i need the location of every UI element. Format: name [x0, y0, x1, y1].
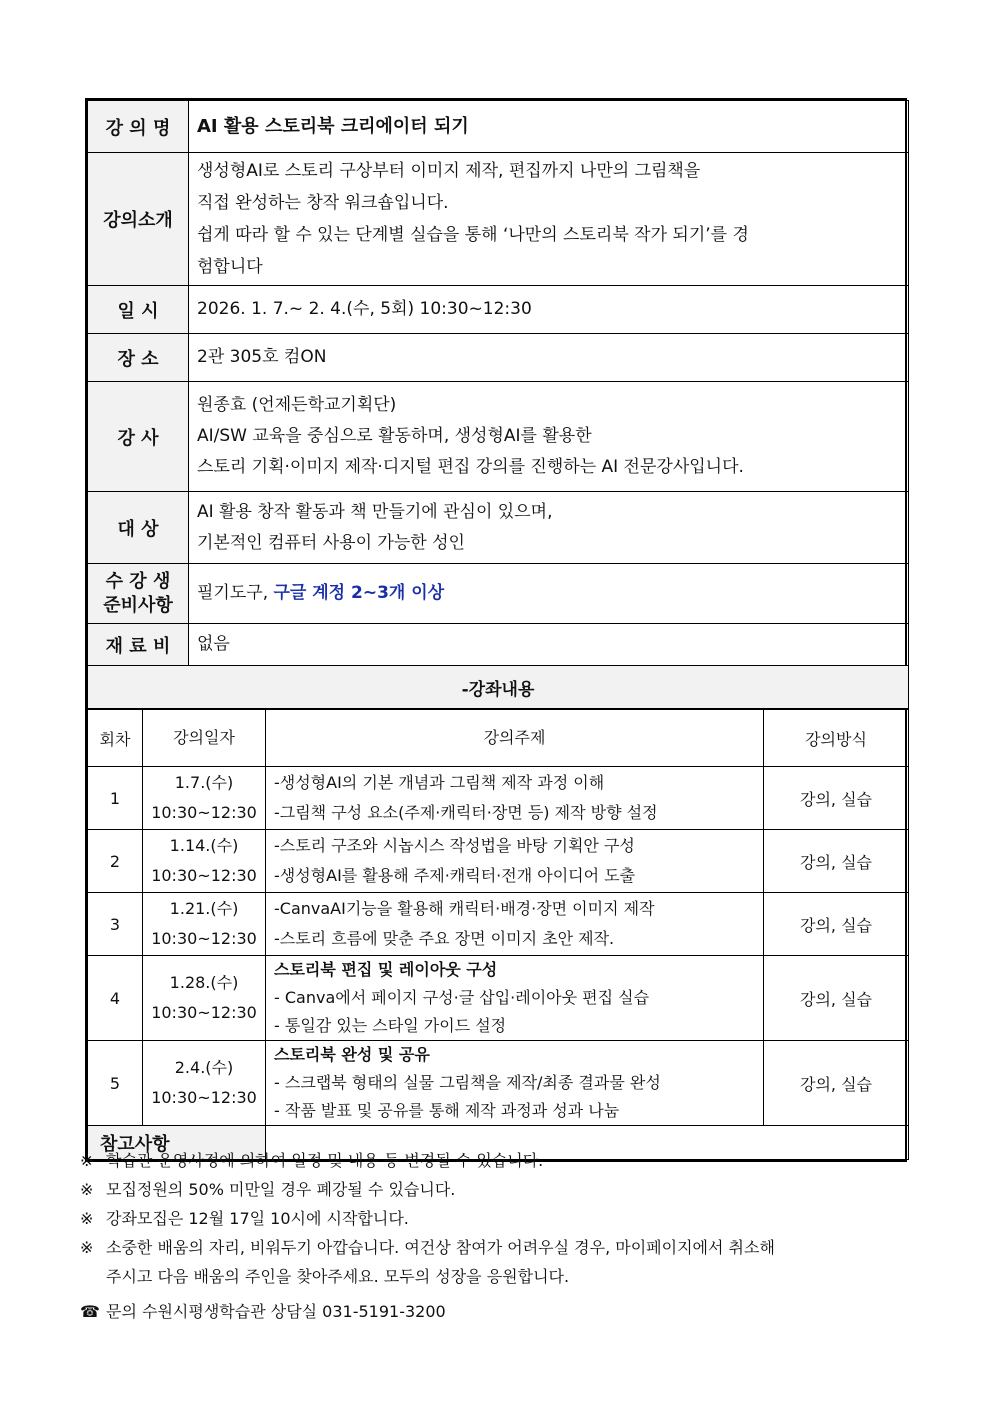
- topic-line: -생성형AI를 활용해 주제·캐릭터·전개 아이디어 도출: [274, 866, 636, 885]
- course-info-table: [87, 100, 909, 709]
- intro-line: 직접 완성하는 창작 워크숍입니다.: [197, 193, 449, 213]
- prep-label-line: 준비사항: [103, 594, 173, 616]
- session-date-cell: [143, 1041, 266, 1126]
- notes-section: [80, 1146, 920, 1326]
- contact-line: [80, 1297, 920, 1326]
- session-method: 강의, 실습: [764, 767, 909, 830]
- place-row: [88, 334, 909, 382]
- instructor-line: 원종효 (언제든학교기획단): [197, 395, 397, 415]
- topic-title: 스토리북 완성 및 공유: [274, 1045, 430, 1064]
- prep-label-line: 수 강 생: [105, 570, 171, 592]
- session-topic: [266, 767, 764, 830]
- session-time: 10:30~12:30: [151, 1088, 257, 1107]
- phone-icon: ☎: [80, 1302, 100, 1321]
- session-topic: [266, 893, 764, 956]
- course-name-label: 강 의 명: [88, 101, 189, 153]
- section-title-row: [88, 666, 909, 709]
- session-number: 4: [88, 956, 143, 1041]
- session-date: 1.14.(수): [169, 836, 239, 855]
- session-time: 10:30~12:30: [151, 803, 257, 822]
- session-topic: [266, 1041, 764, 1126]
- topic-line: - 통일감 있는 스타일 가이드 설정: [274, 1016, 507, 1035]
- target-row: [88, 492, 909, 564]
- session-date: 1.21.(수): [169, 899, 239, 918]
- place-value: 2관 305호 컴ON: [189, 334, 909, 382]
- session-number: 5: [88, 1041, 143, 1126]
- topic-line: -CanvaAI기능을 활용해 캐릭터·배경·장면 이미지 제작: [274, 899, 655, 918]
- header-topic: 강의주제: [266, 710, 764, 767]
- note-text: 학습관 운영사정에 의하여 일정 및 내용 등 변경될 수 있습니다.: [106, 1151, 544, 1170]
- topic-line: -스토리 구조와 시놉시스 작성법을 바탕 기획안 구성: [274, 836, 635, 855]
- note-text: 모집정원의 50% 미만일 경우 폐강될 수 있습니다.: [106, 1180, 456, 1199]
- session-date: 2.4.(수): [174, 1058, 234, 1077]
- session-topic: [266, 956, 764, 1041]
- note-item: [80, 1262, 920, 1291]
- table-row: [88, 1041, 909, 1126]
- session-method: 강의, 실습: [764, 1041, 909, 1126]
- prep-plain-text: 필기도구,: [197, 583, 274, 603]
- note-item: [80, 1204, 920, 1233]
- topic-title: 스토리북 편집 및 레이아웃 구성: [274, 960, 498, 979]
- course-table-frame: [85, 98, 907, 1162]
- fee-label: 재 료 비: [88, 624, 189, 666]
- session-date: 1.28.(수): [169, 973, 239, 992]
- topic-line: -생성형AI의 기본 개념과 그림책 제작 과정 이해: [274, 773, 605, 792]
- table-row: [88, 956, 909, 1041]
- reference-label: 참고사항: [88, 1126, 266, 1160]
- course-info-sheet: [85, 98, 907, 1162]
- course-name-row: [88, 101, 909, 153]
- topic-line: - 작품 발표 및 공유를 통해 제작 과정과 성과 나눔: [274, 1101, 620, 1120]
- contact-text: 문의 수원시평생학습관 상담실 031-5191-3200: [106, 1302, 446, 1321]
- header-session: 회차: [88, 710, 143, 767]
- session-topic: [266, 830, 764, 893]
- note-mark: ※: [80, 1238, 94, 1257]
- session-number: 1: [88, 767, 143, 830]
- topic-line: -스토리 흐름에 맞춘 주요 장면 이미지 초안 제작.: [274, 929, 615, 948]
- table-row: [88, 893, 909, 956]
- note-text: 주시고 다음 배움의 주인을 찾아주세요. 모두의 성장을 응원합니다.: [106, 1267, 570, 1286]
- schedule-header-row: [88, 710, 909, 767]
- prep-highlight-text: 구글 계정 2~3개 이상: [273, 583, 445, 603]
- intro-line: 생성형AI로 스토리 구상부터 이미지 제작, 편집까지 나만의 그림책을: [197, 161, 701, 181]
- session-date-cell: [143, 830, 266, 893]
- session-number: 3: [88, 893, 143, 956]
- date-row: [88, 286, 909, 334]
- session-time: 10:30~12:30: [151, 1003, 257, 1022]
- instructor-label: 강 사: [88, 382, 189, 492]
- header-date: 강의일자: [143, 710, 266, 767]
- note-item: [80, 1175, 920, 1204]
- date-label: 일 시: [88, 286, 189, 334]
- intro-line: 쉽게 따라 할 수 있는 단계별 실습을 통해 ‘나만의 스토리북 작가 되기’를 경: [197, 225, 749, 245]
- intro-label: 강의소개: [88, 153, 189, 286]
- section-title: -강좌내용: [88, 666, 909, 709]
- note-item: [80, 1146, 920, 1175]
- topic-line: - Canva에서 페이지 구성·글 삽입·레이아웃 편집 실습: [274, 988, 650, 1007]
- course-name-value: AI 활용 스토리북 크리에이터 되기: [189, 101, 909, 153]
- fee-row: [88, 624, 909, 666]
- schedule-table: [87, 709, 909, 1160]
- date-value: 2026. 1. 7.~ 2. 4.(수, 5회) 10:30~12:30: [189, 286, 909, 334]
- prep-row: [88, 564, 909, 624]
- target-line: 기본적인 컴퓨터 사용이 가능한 성인: [197, 532, 465, 553]
- note-mark: ※: [80, 1209, 94, 1228]
- session-date: 1.7.(수): [174, 773, 234, 792]
- intro-line: 험합니다: [197, 257, 263, 277]
- note-mark: ※: [80, 1180, 94, 1199]
- session-date-cell: [143, 893, 266, 956]
- note-text: 소중한 배움의 자리, 비워두기 아깝습니다. 여건상 참여가 어려우실 경우, 마이페이지에서 취소해: [106, 1238, 775, 1257]
- note-item: [80, 1233, 920, 1262]
- table-row: [88, 830, 909, 893]
- target-label: 대 상: [88, 492, 189, 564]
- header-method: 강의방식: [764, 710, 909, 767]
- target-line: AI 활용 창작 활동과 책 만들기에 관심이 있으며,: [197, 501, 553, 522]
- instructor-row: [88, 382, 909, 492]
- session-date-cell: [143, 956, 266, 1041]
- instructor-line: AI/SW 교육을 중심으로 활동하며, 생성형AI를 활용한: [197, 426, 592, 446]
- session-method: 강의, 실습: [764, 893, 909, 956]
- session-number: 2: [88, 830, 143, 893]
- instructor-value: [189, 382, 909, 492]
- session-date-cell: [143, 767, 266, 830]
- instructor-line: 스토리 기획·이미지 제작·디지털 편집 강의를 진행하는 AI 전문강사입니다.: [197, 457, 744, 477]
- prep-label: [88, 564, 189, 624]
- target-value: [189, 492, 909, 564]
- prep-value: [189, 564, 909, 624]
- session-method: 강의, 실습: [764, 956, 909, 1041]
- session-time: 10:30~12:30: [151, 866, 257, 885]
- table-row: [88, 767, 909, 830]
- fee-value: 없음: [189, 624, 909, 666]
- place-label: 장 소: [88, 334, 189, 382]
- note-text: 강좌모집은 12월 17일 10시에 시작합니다.: [106, 1209, 409, 1228]
- topic-line: - 스크랩북 형태의 실물 그림책을 제작/최종 결과물 완성: [274, 1073, 661, 1092]
- session-method: 강의, 실습: [764, 830, 909, 893]
- session-time: 10:30~12:30: [151, 929, 257, 948]
- intro-value: [189, 153, 909, 286]
- note-mark: ※: [80, 1151, 94, 1170]
- topic-line: -그림책 구성 요소(주제·캐릭터·장면 등) 제작 방향 설정: [274, 803, 658, 822]
- intro-row: [88, 153, 909, 286]
